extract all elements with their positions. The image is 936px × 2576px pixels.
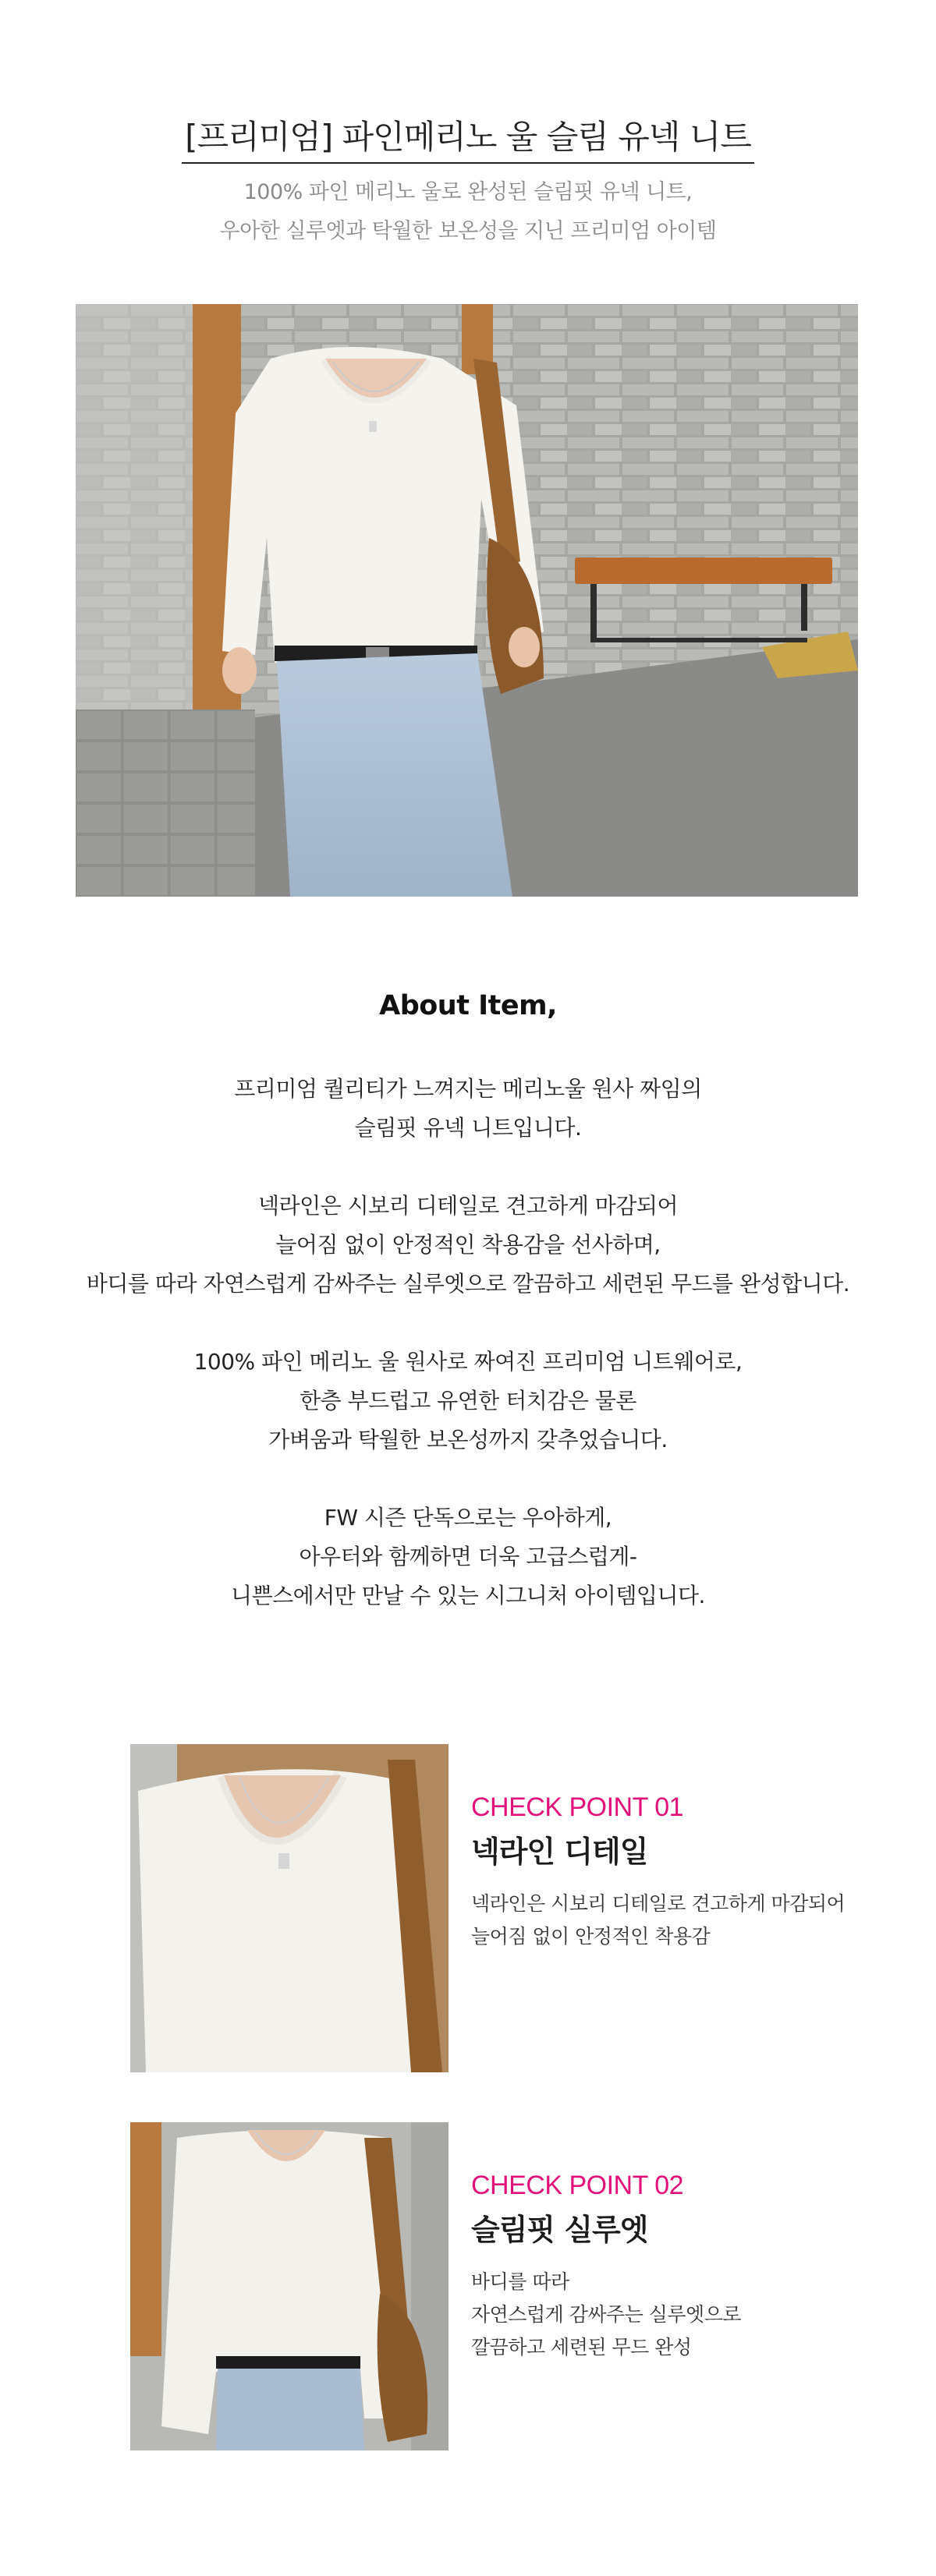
about-line: 가벼움과 탁월한 보온성까지 갖추었습니다. (268, 1427, 668, 1453)
about-paragraph (0, 1070, 936, 1148)
about-line: 넥라인은 시보리 디테일로 견고하게 마감되어 (257, 1193, 679, 1219)
hero-product-photo (76, 304, 858, 897)
about-line: 슬림핏 유넥 니트입니다. (354, 1115, 582, 1141)
check-point-01-text (471, 1792, 845, 1953)
check-point-02-photo (130, 2122, 448, 2450)
about-line: 한층 부드럽고 유연한 터치감은 물론 (300, 1388, 636, 1414)
product-header (0, 117, 936, 251)
about-paragraph (0, 1343, 936, 1460)
check-point-desc-line: 바디를 따라 (471, 2270, 569, 2293)
check-point-description (471, 1888, 845, 1953)
about-paragraph (0, 1499, 936, 1615)
check-point-title: 넥라인 디테일 (471, 1835, 648, 1869)
about-line: 100% 파인 메리노 울 원사로 짜여진 프리미엄 니트웨어로, (193, 1349, 743, 1375)
check-point-desc-line: 넥라인은 시보리 디테일로 견고하게 마감되어 (471, 1892, 846, 1915)
check-point-label: CHECK POINT 01 (471, 1792, 684, 1822)
check-point-02-text (471, 2171, 741, 2364)
about-line: 바디를 따라 자연스럽게 감싸주는 실루엣으로 깔끔하고 세련된 무드를 완성합니다. (86, 1271, 850, 1297)
subtitle-line: 우아한 실루엣과 탁월한 보온성을 지닌 프리미엄 아이템 (219, 219, 717, 243)
about-line: 니쁜스에서만 만날 수 있는 시그니처 아이템입니다. (231, 1583, 705, 1608)
subtitle-line: 100% 파인 메리노 울로 완성된 슬림핏 유넥 니트, (243, 180, 693, 204)
about-heading: About Item, (379, 990, 557, 1021)
check-point-description (471, 2266, 741, 2364)
product-subtitle (0, 173, 936, 251)
neckline-detail-illustration (130, 1744, 448, 2072)
about-line: 아우터와 함께하면 더욱 고급스럽게- (299, 1544, 637, 1569)
about-item-section (0, 990, 936, 1654)
check-point-01-photo (130, 1744, 448, 2072)
check-point-desc-line: 자연스럽게 감싸주는 실루엣으로 (471, 2303, 741, 2326)
about-line: 프리미엄 퀄리티가 느껴지는 메리노울 원사 짜임의 (234, 1076, 702, 1102)
check-point-title: 슬림핏 실루엣 (471, 2213, 648, 2247)
about-line: 늘어짐 없이 안정적인 착용감을 선사하며, (275, 1232, 661, 1258)
hero-photo-illustration (76, 304, 858, 897)
about-paragraph (0, 1187, 936, 1304)
about-line: FW 시즌 단독으로는 우아하게, (324, 1505, 612, 1530)
product-title: [프리미엄] 파인메리노 울 슬림 유넥 니트 (182, 117, 754, 164)
check-point-label: CHECK POINT 02 (471, 2171, 684, 2200)
check-point-desc-line: 깔끔하고 세련된 무드 완성 (471, 2336, 692, 2358)
slim-fit-silhouette-illustration (130, 2122, 448, 2450)
check-point-desc-line: 늘어짐 없이 안정적인 착용감 (471, 1925, 711, 1948)
